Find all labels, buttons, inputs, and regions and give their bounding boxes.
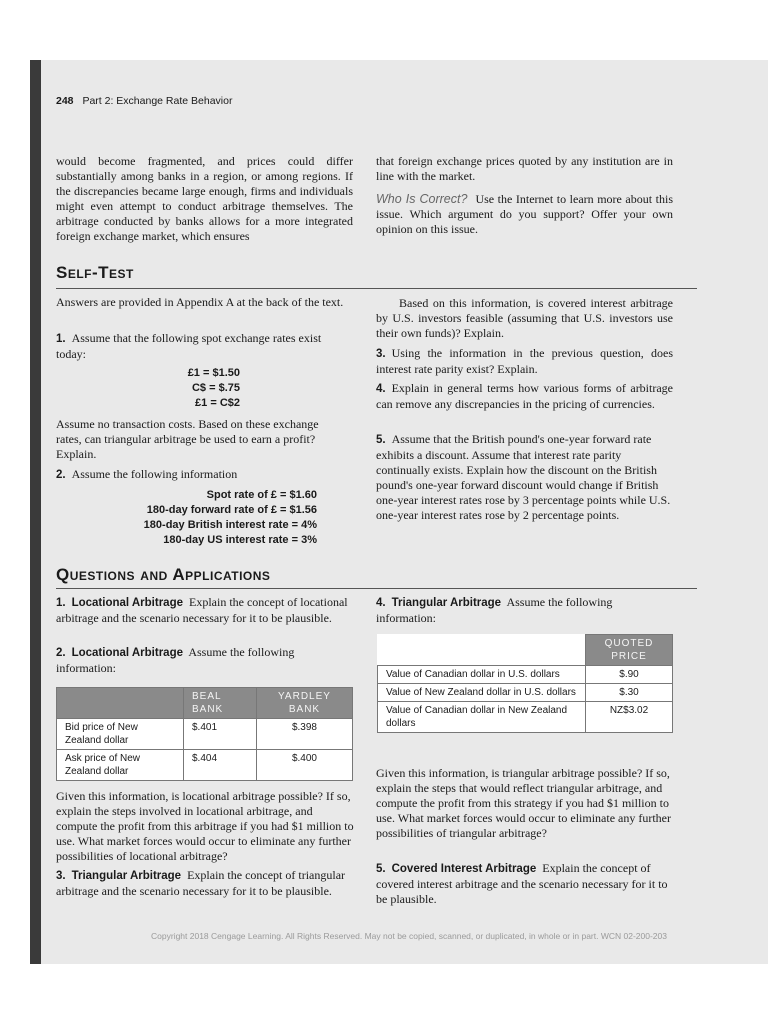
qa-q5: [376, 861, 676, 907]
qa-q5-number: 5.: [376, 863, 386, 875]
self-test-q1-rates: [100, 366, 240, 411]
table-cell-label: Value of Canadian dollar in New Zealand dollars: [378, 702, 586, 733]
qa-q1-number: 1.: [56, 597, 66, 609]
table-header-quoted-price: QUOTED PRICE: [586, 635, 673, 666]
qa-q4: [376, 595, 673, 626]
qa-title: Questions and Applications: [56, 565, 271, 584]
part-title: Part 2: Exchange Rate Behavior: [82, 95, 233, 107]
quoted-price-table: [377, 634, 673, 733]
qa-q5-text: Explain the concept of covered interest arbitrage and the scenario necessary for it to be plausible.: [376, 861, 668, 906]
info-line: 180-day forward rate of £ = $1.56: [146, 504, 317, 516]
table-cell-price: $.30: [586, 684, 673, 702]
who-is-correct-text: Use the Internet to learn more about this issue. Which argument do you support? Offer your own opinion on this issue.: [376, 192, 673, 236]
qa-q2-keyword: Locational Arbitrage: [71, 647, 183, 659]
info-line: Spot rate of £ = $1.60: [206, 489, 317, 501]
table-cell-label: Ask price of New Zealand dollar: [57, 750, 184, 781]
table-cell-label: Value of Canadian dollar in U.S. dollars: [378, 666, 586, 684]
table-header-blank: [57, 688, 184, 719]
self-test-q1-text: Assume that the following spot exchange rates exist today:: [56, 331, 322, 361]
self-test-q2-info: [90, 488, 317, 548]
self-test-q3-text: Using the information in the previous question, does interest rate parity exist? Explain.: [376, 346, 673, 376]
self-test-right-cont: Based on this information, is covered interest arbitrage by U.S. investors feasible (assuming that U.S. investors use their own funds)? Explain.: [376, 296, 673, 340]
qa-q2-text: Assume the following information:: [56, 645, 295, 675]
page-spine-bar: [30, 60, 41, 964]
table-row: [378, 702, 673, 733]
running-header: [56, 95, 232, 107]
qa-q1-keyword: Locational Arbitrage: [71, 597, 183, 609]
page-number: 248: [56, 95, 74, 107]
self-test-intro: Answers are provided in Appendix A at the back of the text.: [56, 295, 344, 309]
table-cell-yardley: $.400: [256, 750, 352, 781]
table-row: [378, 684, 673, 702]
qa-rule: [56, 588, 697, 589]
who-is-correct-paragraph: [376, 192, 673, 237]
self-test-q2-text: Assume the following information: [71, 467, 238, 481]
table-header-empty: [378, 635, 586, 666]
table-cell-yardley: $.398: [256, 719, 352, 750]
rate-line: £1 = C$2: [195, 397, 240, 409]
self-test-q4-number: 4.: [376, 383, 386, 395]
table-cell-price: NZ$3.02: [586, 702, 673, 733]
self-test-q1-after: Assume no transaction costs. Based on these exchange rates, can triangular arbitrage be used to earn a profit? Explain.: [56, 417, 319, 461]
table-row: [57, 750, 353, 781]
qa-q2: [56, 645, 353, 676]
self-test-q1-number: 1.: [56, 333, 66, 345]
table-header-row: [57, 688, 353, 719]
rate-line: £1 = $1.50: [187, 367, 240, 379]
info-line: 180-day US interest rate = 3%: [163, 534, 317, 546]
qa-q4-keyword: Triangular Arbitrage: [391, 597, 502, 609]
self-test-q2: [56, 467, 353, 483]
qa-q3-number: 3.: [56, 870, 66, 882]
qa-q5-keyword: Covered Interest Arbitrage: [391, 863, 537, 875]
copyright-footer: Copyright 2018 Cengage Learning. All Rights Reserved. May not be copied, scanned, or duplicated, in whole or in part. WCN 02-200-203: [151, 931, 667, 941]
self-test-q3: [376, 346, 673, 377]
table-cell-beal: $.404: [184, 750, 257, 781]
table-header-yardley-bank: YARDLEY BANK: [256, 688, 352, 719]
qa-q4-text: Assume the following information:: [376, 595, 613, 625]
self-test-rule: [56, 288, 697, 289]
qa-q3: [56, 868, 356, 899]
self-test-q5: [376, 432, 676, 523]
qa-q3-keyword: Triangular Arbitrage: [71, 870, 182, 882]
self-test-q2-number: 2.: [56, 469, 66, 481]
info-line: 180-day British interest rate = 4%: [143, 519, 317, 531]
self-test-title: Self-Test: [56, 263, 134, 282]
self-test-q3-number: 3.: [376, 348, 386, 360]
self-test-q4-text: Explain in general terms how various forms of arbitrage can remove any discrepancies in the pricing of currencies.: [376, 381, 673, 411]
intro-left-paragraph: would become fragmented, and prices could differ substantially among banks in a region, or among regions. If the discrepancies became large enough, firms and individuals might even attempt to conduct arbitrage themselves. The arbitrage conducted by banks allows for a more integrated foreign exchange market, which ensures: [56, 154, 353, 243]
rate-line: C$ = $.75: [191, 382, 240, 394]
self-test-q1: [56, 331, 353, 362]
table-row: [57, 719, 353, 750]
qa-q1: [56, 595, 356, 626]
qa-q4-number: 4.: [376, 597, 386, 609]
table-header-beal-bank: BEAL BANK: [184, 688, 257, 719]
qa-q1-text: Explain the concept of locational arbitrage and the scenario necessary for it to be plausible.: [56, 595, 348, 625]
table-cell-label: Value of New Zealand dollar in U.S. dollars: [378, 684, 586, 702]
table-header-row: [378, 635, 673, 666]
self-test-q5-number: 5.: [376, 434, 386, 446]
qa-q2-number: 2.: [56, 647, 66, 659]
qa-q4-after: Given this information, is triangular arbitrage possible? If so, explain the steps that would reflect triangular arbitrage, and compute the profit from this strategy if you had $1 million to use. What market forces would occur to eliminate any further possibilities of triangular arbitrage?: [376, 766, 672, 840]
qa-q2-after: Given this information, is locational arbitrage possible? If so, explain the steps involved in locational arbitrage, and compute the profit from this arbitrage if you had $1 million to use. What market forces would occur to eliminate any further possibilities of locational arbitrage?: [56, 789, 354, 863]
self-test-q5-text: Assume that the British pound's one-year forward rate exhibits a discount. Assume that interest rate parity continually exists. Explain how the discount on the British pound's one-year forward discount would change if British one-year interest rates rose by 3 percentage points while U.S. one-year interest rates rose by 2 percentage points.: [376, 432, 671, 522]
table-cell-price: $.90: [586, 666, 673, 684]
qa-q3-text: Explain the concept of triangular arbitrage and the scenario necessary for it to be plausible.: [56, 868, 346, 898]
table-cell-beal: $.401: [184, 719, 257, 750]
self-test-q4: [376, 381, 673, 412]
bank-quote-table: [56, 687, 353, 781]
who-is-correct-label: Who Is Correct?: [376, 192, 468, 206]
intro-right-paragraph: that foreign exchange prices quoted by any institution are in line with the market.: [376, 154, 673, 183]
table-cell-label: Bid price of New Zealand dollar: [57, 719, 184, 750]
table-row: [378, 666, 673, 684]
